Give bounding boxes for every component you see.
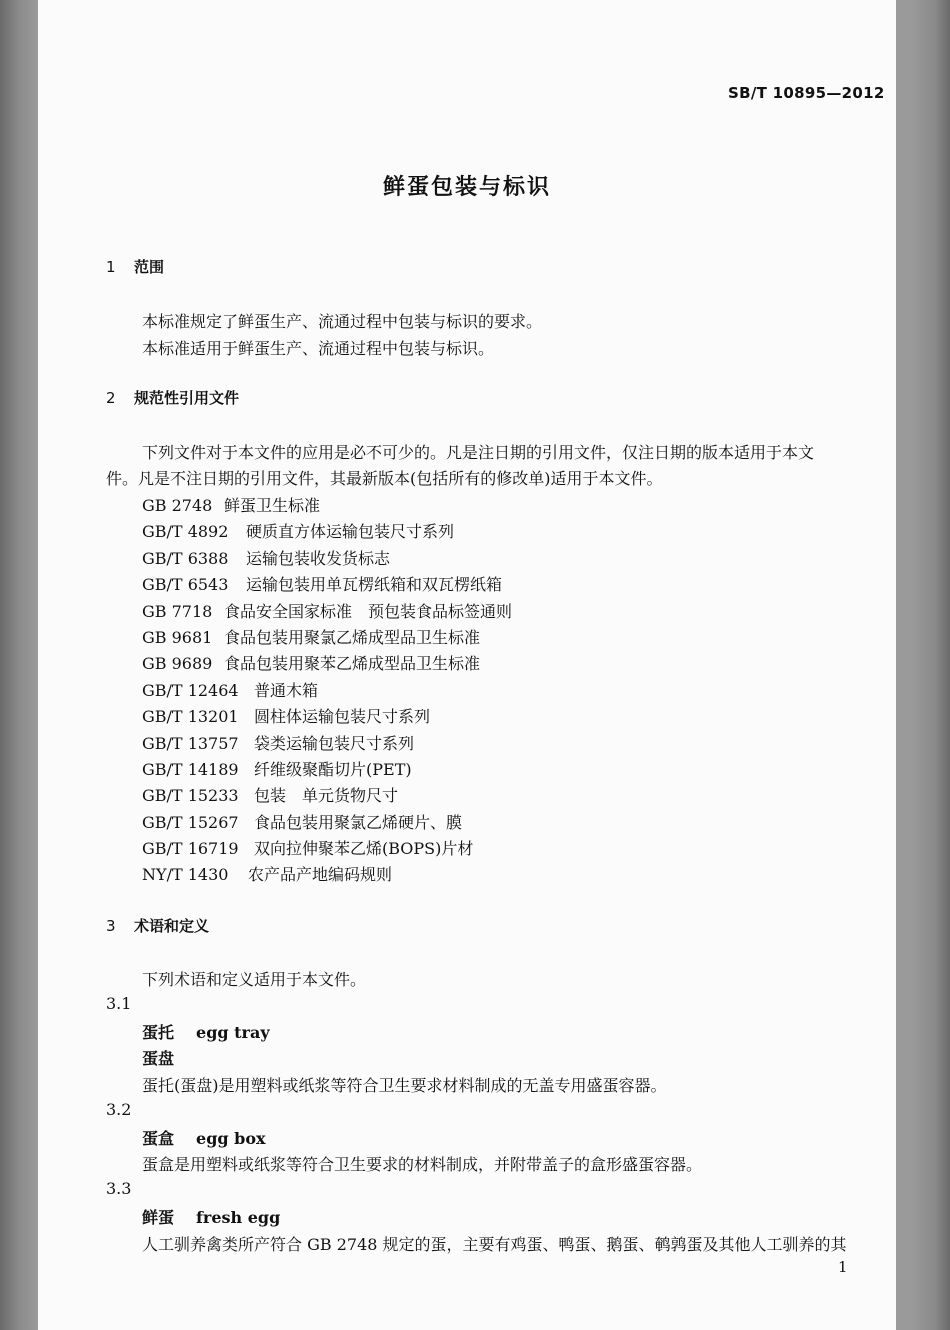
- term-heading: [142, 1020, 270, 1043]
- reference-code: GB/T 16719: [142, 839, 239, 858]
- reference-item: [142, 731, 414, 754]
- term-heading: [142, 1126, 266, 1149]
- reference-title: 食品包装用聚氯乙烯硬片、膜: [254, 813, 463, 832]
- reference-title: 硬质直方体运输包装尺寸系列: [246, 522, 455, 541]
- reference-code: GB/T 6388: [142, 549, 229, 568]
- reference-title: 食品包装用聚苯乙烯成型品卫生标准: [224, 654, 481, 673]
- reference-title: 袋类运输包装尺寸系列: [254, 734, 415, 753]
- reference-code: GB/T 14189: [142, 760, 239, 779]
- reference-item: [142, 493, 320, 516]
- term-en: fresh egg: [196, 1208, 281, 1227]
- reference-item: [142, 836, 473, 859]
- page-number: 1: [838, 1258, 848, 1276]
- document-page: [38, 0, 896, 1330]
- scope-paragraph-1: 本标准规定了鲜蛋生产、流通过程中包装与标识的要求。: [142, 312, 543, 331]
- section-number: 1: [106, 258, 116, 276]
- reference-item: [142, 546, 390, 569]
- refs-intro-line-2: 件。凡是不注日期的引用文件，其最新版本(包括所有的修改单)适用于本文件。: [106, 469, 663, 488]
- reference-code: NY/T 1430: [142, 865, 229, 884]
- term-number: 3.1: [106, 994, 132, 1013]
- term-number: 3.3: [106, 1179, 132, 1198]
- reference-title: 鲜蛋卫生标准: [224, 496, 321, 515]
- reference-code: GB/T 6543: [142, 575, 229, 594]
- reference-title: 运输包装用单瓦楞纸箱和双瓦楞纸箱: [246, 575, 503, 594]
- section-3-heading: [106, 915, 209, 936]
- section-2-heading: [106, 387, 239, 408]
- reference-code: GB 2748: [142, 496, 213, 515]
- terms-intro: 下列术语和定义适用于本文件。: [142, 970, 367, 989]
- section-1-heading: [106, 256, 164, 277]
- reference-item: [142, 519, 454, 542]
- term-definition: 蛋盒是用塑料或纸浆等符合卫生要求的材料制成，并附带盖子的盒形盛蛋容器。: [142, 1155, 703, 1174]
- reference-code: GB/T 13201: [142, 707, 239, 726]
- reference-item: [142, 704, 430, 727]
- reference-title: 食品安全国家标准 预包装食品标签通则: [224, 602, 513, 621]
- reference-code: GB/T 12464: [142, 681, 239, 700]
- reference-code: GB 9689: [142, 654, 213, 673]
- reference-code: GB/T 13757: [142, 734, 239, 753]
- reference-code: GB/T 15267: [142, 813, 239, 832]
- term-zh: 鲜蛋: [142, 1208, 175, 1227]
- reference-title: 农产品产地编码规则: [248, 865, 393, 884]
- scope-paragraph-2: 本标准适用于鲜蛋生产、流通过程中包装与标识。: [142, 339, 495, 358]
- reference-item: [142, 651, 480, 674]
- term-definition: 人工驯养禽类所产符合 GB 2748 规定的蛋，主要有鸡蛋、鸭蛋、鹅蛋、鹌鹑蛋及其他人工驯养的其: [142, 1235, 847, 1254]
- term-zh: 蛋托: [142, 1023, 175, 1042]
- reference-item: [142, 572, 502, 595]
- reference-title: 食品包装用聚氯乙烯成型品卫生标准: [224, 628, 481, 647]
- reference-title: 普通木箱: [254, 681, 319, 700]
- reference-code: GB 9681: [142, 628, 213, 647]
- reference-title: 包装 单元货物尺寸: [254, 786, 399, 805]
- reference-item: [142, 783, 398, 806]
- reference-code: GB 7718: [142, 602, 213, 621]
- reference-title: 纤维级聚酯切片(PET): [254, 760, 412, 779]
- reference-item: [142, 599, 512, 622]
- reference-title: 圆柱体运输包装尺寸系列: [254, 707, 431, 726]
- term-en: egg box: [196, 1129, 266, 1148]
- section-number: 2: [106, 389, 116, 407]
- term-zh: 蛋盒: [142, 1129, 175, 1148]
- reference-code: GB/T 4892: [142, 522, 229, 541]
- term-en: egg tray: [196, 1023, 270, 1042]
- reference-item: [142, 810, 462, 833]
- reference-item: [142, 625, 480, 648]
- reference-title: 双向拉伸聚苯乙烯(BOPS)片材: [254, 839, 474, 858]
- reference-title: 运输包装收发货标志: [246, 549, 391, 568]
- reference-item: [142, 678, 318, 701]
- term-alt: 蛋盘: [142, 1049, 175, 1068]
- section-title: 规范性引用文件: [134, 389, 240, 407]
- term-heading: [142, 1205, 280, 1228]
- document-title: 鲜蛋包装与标识: [382, 175, 551, 200]
- standard-number: SB/T 10895—2012: [728, 84, 885, 102]
- section-title: 术语和定义: [134, 917, 210, 935]
- section-title: 范围: [134, 258, 165, 276]
- reference-item: [142, 757, 412, 780]
- refs-intro-line-1: 下列文件对于本文件的应用是必不可少的。凡是注日期的引用文件，仅注日期的版本适用于本文: [142, 443, 815, 462]
- reference-code: GB/T 15233: [142, 786, 239, 805]
- reference-item: [142, 862, 392, 885]
- section-number: 3: [106, 917, 116, 935]
- term-definition: 蛋托(蛋盘)是用塑料或纸浆等符合卫生要求材料制成的无盖专用盛蛋容器。: [142, 1076, 667, 1095]
- term-number: 3.2: [106, 1100, 132, 1119]
